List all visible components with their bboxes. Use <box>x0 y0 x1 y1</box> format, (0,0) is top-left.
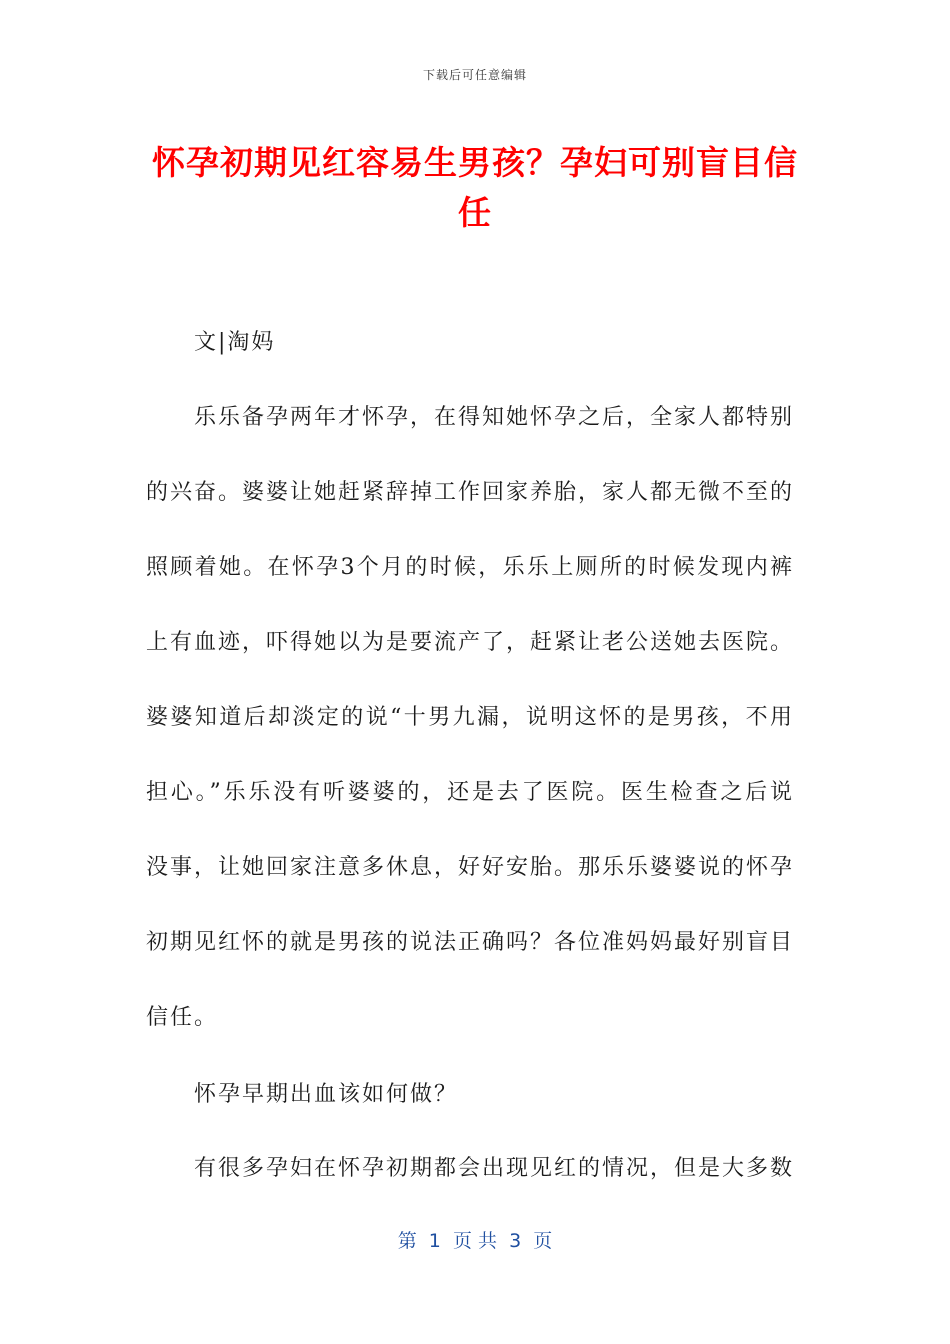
paragraph: 有很多孕妇在怀孕初期都会出现见红的情况，但是大多数 <box>194 1156 795 1181</box>
paragraph: 乐乐备孕两年才怀孕，在得知她怀孕之后，全家人都特别的兴奋。婆婆让她赶紧辞掉工作回家养胎，家人都无微不至的照顾着她。在怀孕3个月的时候，乐乐上厕所的时候发现内裤上有血迹，吓得她以为是要流产了，赶紧让老公送她去医院。婆婆知道后却淡定的说“十男九漏，说明这怀的是男孩，不用担心。”乐乐没有听婆婆的，还是去了医院。医生检查之后说没事，让她回家注意多休息，好好安胎。那乐乐婆婆说的怀孕初期见红怀的就是男孩的说法正确吗？各位准妈妈最好别盲目信任。 <box>146 405 795 1030</box>
byline: 文|淘妈 <box>194 330 276 355</box>
section-question: 怀孕早期出血该如何做？ <box>194 1082 459 1107</box>
page-footer: 第 1 页 共 3 页 <box>397 1230 553 1252</box>
page-title: 怀孕初期见红容易生男孩？孕妇可别盲目信任 <box>152 143 798 232</box>
header-note: 下载后可任意编辑 <box>422 68 527 82</box>
